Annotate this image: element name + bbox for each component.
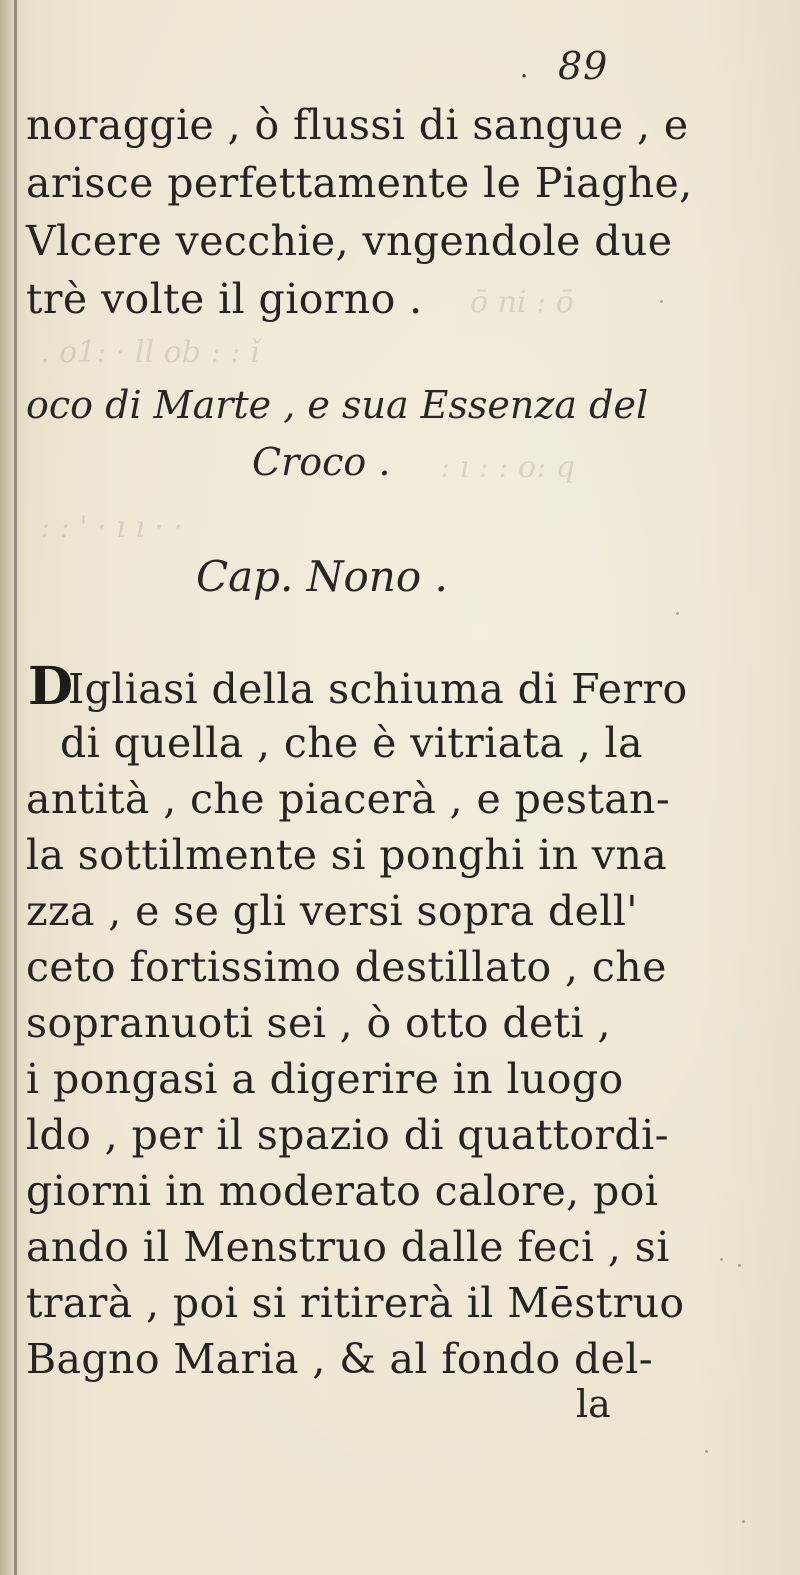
- text-line: sopranuoti sei , ò otto deti ,: [26, 999, 611, 1047]
- binding-edge: [14, 0, 17, 1575]
- text-line: Vlcere vecchie, vngendole due: [26, 217, 673, 265]
- show-through-text: . o1: · ll ob : : ǐ: [40, 335, 260, 370]
- text-line: trè volte il giorno .: [26, 275, 423, 323]
- text-line: ldo , per il spazio di quattordi-: [26, 1111, 669, 1159]
- section-title-continued: Croco .: [252, 440, 391, 484]
- text-line: Bagno Maria , & al fondo del-: [26, 1335, 654, 1383]
- paper-speck: [742, 1520, 745, 1523]
- page-mark: ·: [520, 62, 529, 92]
- text-line: la sottilmente si ponghi in vna: [26, 831, 668, 879]
- text-line: noraggie , ò flussi di sangue , e: [26, 101, 689, 149]
- paper-speck: [705, 1450, 708, 1453]
- text-line: trarà , poi si ritirerà il Mēstruo: [26, 1279, 685, 1327]
- text-line: i pongasi a digerire in luogo: [26, 1055, 624, 1103]
- text-line: ceto fortissimo destillato , che: [26, 943, 667, 991]
- chapter-heading: Cap. Nono .: [196, 552, 448, 601]
- paper-speck: [720, 1258, 723, 1261]
- text-line: Igliasi della schiuma di Ferro: [68, 665, 688, 713]
- paper-speck: [676, 612, 679, 615]
- text-line: giorni in moderato calore, poi: [26, 1167, 659, 1215]
- text-line: arisce perfettamente le Piaghe,: [26, 159, 693, 207]
- text-line: di quella , che è vitriata , la: [60, 719, 643, 767]
- text-line: antità , che piacerà , e pestan-: [26, 775, 671, 823]
- show-through-text: : : ' · ı ı · ·: [40, 510, 184, 545]
- paper-speck: [738, 1264, 741, 1267]
- page-number: 89: [558, 44, 609, 88]
- text-line: zza , e se gli versi sopra dell': [26, 887, 638, 935]
- text-line: ando il Menstruo dalle feci , si: [26, 1223, 670, 1271]
- drop-cap: D: [28, 656, 74, 717]
- catchword: la: [576, 1382, 611, 1426]
- section-title: oco di Marte , e sua Essenza del: [26, 383, 649, 427]
- show-through-text: ō ni : ō: [470, 285, 574, 320]
- page-gutter: [0, 0, 22, 1575]
- show-through-text: : ı : : o: q: [440, 450, 575, 485]
- paper-speck: [660, 300, 663, 303]
